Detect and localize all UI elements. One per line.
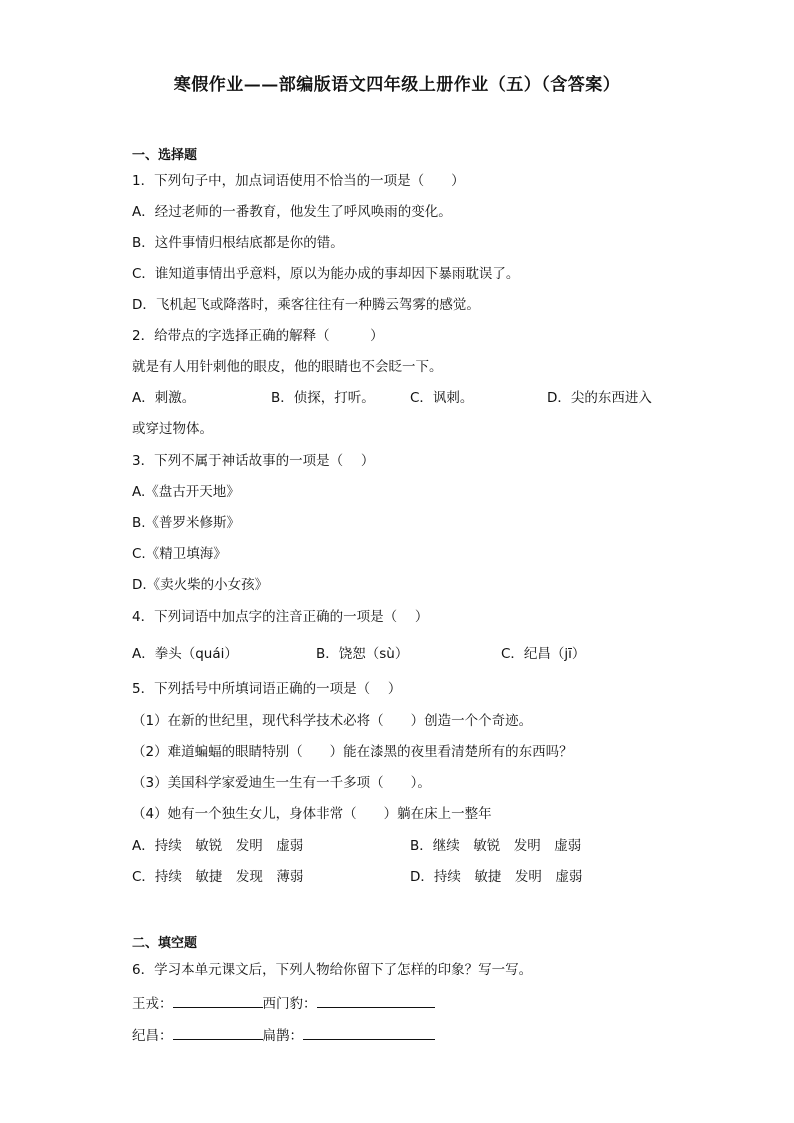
question-5-option-b: B．继续 敏锐 发明 虚弱 bbox=[410, 838, 582, 854]
question-1-option-c: C．谁知道事情出乎意料，原以为能办成的事却因下暴雨耽误了。 bbox=[132, 266, 520, 282]
question-3-option-d: D.《卖火柴的小女孩》 bbox=[132, 577, 269, 593]
question-5-item-1: （1）在新的世纪里，现代科学技术必将（ ）创造一个个奇迹。 bbox=[132, 713, 533, 729]
question-1-stem: 1．下列句子中，加点词语使用不恰当的一项是（ ） bbox=[132, 173, 465, 189]
question-1-option-b: B．这件事情归根结底都是你的错。 bbox=[132, 235, 344, 251]
answer-blank-wangrong[interactable] bbox=[173, 993, 263, 1008]
question-4-stem: 4．下列词语中加点字的注音正确的一项是（ ） bbox=[132, 609, 429, 625]
question-6-label-bianque: 扁鹊： bbox=[262, 1028, 303, 1044]
answer-blank-bianque[interactable] bbox=[303, 1025, 435, 1040]
question-3-option-c: C.《精卫填海》 bbox=[132, 546, 227, 562]
section-heading-fill-in: 二、填空题 bbox=[132, 936, 198, 951]
question-4-option-b: B．饶恕（sù） bbox=[316, 646, 409, 662]
question-5-option-c: C．持续 敏捷 发现 薄弱 bbox=[132, 869, 304, 885]
question-2-option-c: C．讽刺。 bbox=[410, 390, 474, 406]
question-2-option-d: D．尖的东西进入 bbox=[547, 390, 652, 406]
question-5-option-d: D．持续 敏捷 发明 虚弱 bbox=[410, 869, 583, 885]
question-6-row-2 bbox=[132, 1025, 435, 1045]
question-2-stem: 2．给带点的字选择正确的解释（ ） bbox=[132, 328, 384, 344]
question-3-option-b: B.《普罗米修斯》 bbox=[132, 515, 241, 531]
question-6-row-1 bbox=[132, 993, 435, 1013]
question-2-option-b: B．侦探，打听。 bbox=[271, 390, 375, 406]
question-6-label-ximenbao: 西门豹： bbox=[262, 996, 317, 1012]
question-1-option-d: D．飞机起飞或降落时，乘客往往有一种腾云驾雾的感觉。 bbox=[132, 297, 480, 313]
section-heading-choice: 一、选择题 bbox=[132, 148, 198, 163]
question-2-option-d-continuation: 或穿过物体。 bbox=[132, 421, 213, 437]
question-2-sentence: 就是有人用针刺他的眼皮，他的眼睛也不会眨一下。 bbox=[132, 359, 443, 375]
question-4-option-a: A．拳头（quái） bbox=[132, 646, 238, 662]
answer-blank-ximenbao[interactable] bbox=[317, 993, 435, 1008]
question-6-label-jichang: 纪昌： bbox=[132, 1028, 173, 1044]
question-5-item-4: （4）她有一个独生女儿，身体非常（ ）躺在床上一整年 bbox=[132, 806, 492, 822]
page-title: 寒假作业——部编版语文四年级上册作业（五）（含答案） bbox=[173, 75, 621, 95]
question-1-option-a: A．经过老师的一番教育，他发生了呼风唤雨的变化。 bbox=[132, 204, 452, 220]
question-2-option-a: A．刺激。 bbox=[132, 390, 196, 406]
question-5-item-2: （2）难道蝙蝠的眼睛特别（ ）能在漆黑的夜里看清楚所有的东西吗？ bbox=[132, 744, 573, 760]
answer-blank-jichang[interactable] bbox=[173, 1025, 263, 1040]
question-5-item-3: （3）美国科学家爱迪生一生有一千多项（ ）。 bbox=[132, 775, 431, 791]
question-6-label-wangrong: 王戎： bbox=[132, 996, 173, 1012]
question-6-stem: 6．学习本单元课文后，下列人物给你留下了怎样的印象？写一写。 bbox=[132, 962, 533, 978]
question-4-option-c: C．纪昌（jī） bbox=[501, 646, 586, 662]
question-3-stem: 3．下列不属于神话故事的一项是（ ） bbox=[132, 453, 375, 469]
question-5-stem: 5．下列括号中所填词语正确的一项是（ ） bbox=[132, 681, 402, 697]
question-5-option-a: A．持续 敏锐 发明 虚弱 bbox=[132, 838, 304, 854]
question-3-option-a: A.《盘古开天地》 bbox=[132, 484, 240, 500]
